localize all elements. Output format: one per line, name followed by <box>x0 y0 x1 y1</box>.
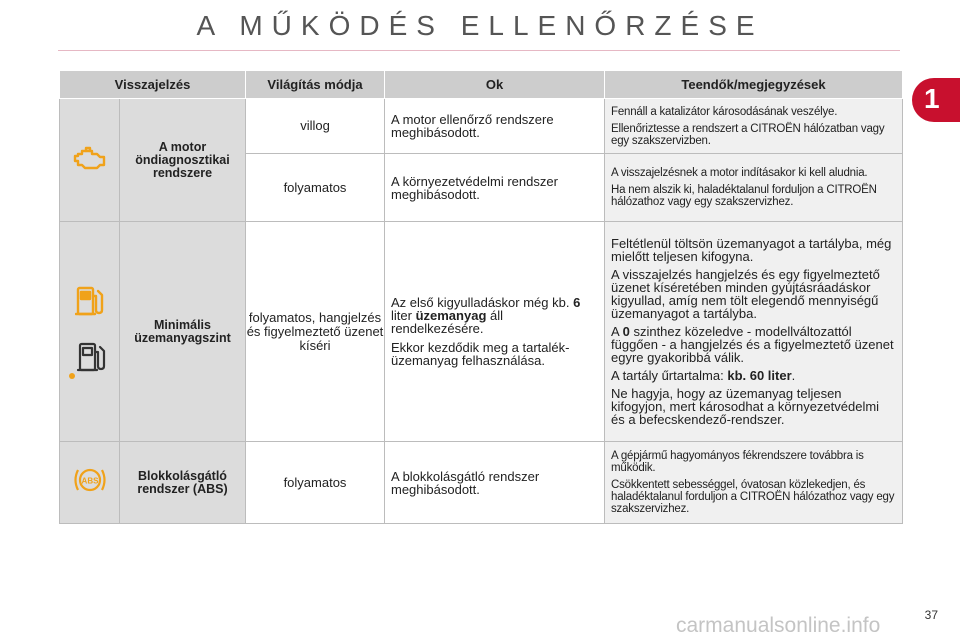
fuel-light-mode: folyamatos, hangjelzés és figyelmeztető üzenet kíséri <box>246 222 385 442</box>
action-note: A 0 szinthez közeledve - modellváltozattól függően - a hangjelzés és a figyelmeztető üzenet egyre gyakoribbá válik. <box>611 324 894 365</box>
engine-icon-cell <box>60 99 120 222</box>
action-note: A tartály űrtartalma: kb. 60 liter. <box>611 368 796 383</box>
action-note: Ellenőriztesse a rendszert a CITROËN hálózatban vagy egy szakszervizben. <box>611 122 885 147</box>
action-note: Ha nem alszik ki, haladéktalanul forduljon a CITROËN hálózathoz vagy egy szakszervizhez. <box>611 184 877 208</box>
engine-cause-flashing: A motor ellenőrző rendszere meghibásodott. <box>385 99 605 154</box>
action-note: A visszajelzés hangjelzés és egy figyelmeztető üzenet kíséretében minden gyújtásráadáskor kigyullad, amíg nem tölt elegendő mennyiségű üzemanyagot a tartályba. <box>611 267 880 321</box>
header-lighting-mode: Világítás módja <box>246 71 385 99</box>
fuel-cause <box>385 222 605 442</box>
header-indicator: Visszajelzés <box>60 71 246 99</box>
action-note: Feltétlenül töltsön üzemanyagot a tartályba, még mielőtt teljesen kifogyna. <box>611 236 892 264</box>
page-number: 37 <box>924 608 938 622</box>
action-note: Csökkentett sebességgel, óvatosan közlekedjen, és haladéktalanul forduljon a CITROËN hálózathoz vagy egy szakszervizhez. <box>611 479 895 515</box>
header-cause: Ok <box>385 71 605 99</box>
abs-cause: A blokkolásgátló rendszer meghibásodott. <box>385 442 605 524</box>
abs-light-mode: folyamatos <box>246 442 385 524</box>
table-row <box>60 442 903 524</box>
abs-system-name: Blokkolásgátló rendszer (ABS) <box>120 442 246 524</box>
engine-cause-steady: A környezetvédelmi rendszer meghibásodott. <box>385 154 605 222</box>
fuel-bold-word: üzemanyag <box>415 308 487 323</box>
fuel-cause-text: Az első kigyulladáskor még kb. 6 liter üzemanyag áll rendelkezésére. <box>391 295 581 336</box>
engine-light-mode-steady: folyamatos <box>246 154 385 222</box>
fuel-actions <box>605 222 903 442</box>
action-note: Fennáll a katalizátor károsodásának veszélye. <box>611 105 838 118</box>
fuel-cause-reserve: Ekkor kezdődik meg a tartalék-üzemanyag felhasználása. <box>391 340 570 368</box>
fuel-system-name: Minimális üzemanyagszint <box>120 222 246 442</box>
abs-icon-cell <box>60 442 120 524</box>
action-note: A gépjármű hagyományos fékrendszere továbbra is működik. <box>611 450 864 474</box>
fuel-reserve-amount: 6 <box>573 295 581 310</box>
tank-capacity: kb. 60 liter <box>727 368 792 383</box>
abs-actions <box>605 442 903 524</box>
action-note: A visszajelzésnek a motor indításakor ki kell aludnia. <box>611 167 868 179</box>
svg-text:ABS: ABS <box>81 476 98 486</box>
engine-system-name: A motor öndiagnosztikai rendszere <box>120 99 246 222</box>
chapter-tab[interactable] <box>912 78 960 122</box>
table-row <box>60 222 903 442</box>
engine-actions-steady <box>605 154 903 222</box>
chapter-number: 1 <box>924 83 940 114</box>
abs-icon <box>72 465 108 495</box>
engine-light-mode-flashing: villog <box>246 99 385 154</box>
engine-actions-flashing <box>605 99 903 154</box>
engine-check-icon <box>73 145 107 171</box>
watermark: carmanualsonline.info <box>676 614 881 637</box>
fuel-pump-icon <box>75 284 105 318</box>
page-title: A MŰKÖDÉS ELLENŐRZÉSE <box>196 10 764 41</box>
fuel-icon-cell <box>60 222 120 442</box>
table-row <box>60 99 903 154</box>
table-header-row <box>60 71 903 99</box>
fuel-pump-low-icon <box>68 340 112 380</box>
warning-lights-table <box>59 70 903 524</box>
zero-level: 0 <box>622 324 630 339</box>
action-note: Ne hagyja, hogy az üzemanyag teljesen kifogyjon, mert károsodhat a környezetvédelmi és a befecskendező-rendszer. <box>611 386 880 427</box>
header-actions: Teendők/megjegyzések <box>605 71 903 99</box>
title-divider <box>58 50 900 51</box>
